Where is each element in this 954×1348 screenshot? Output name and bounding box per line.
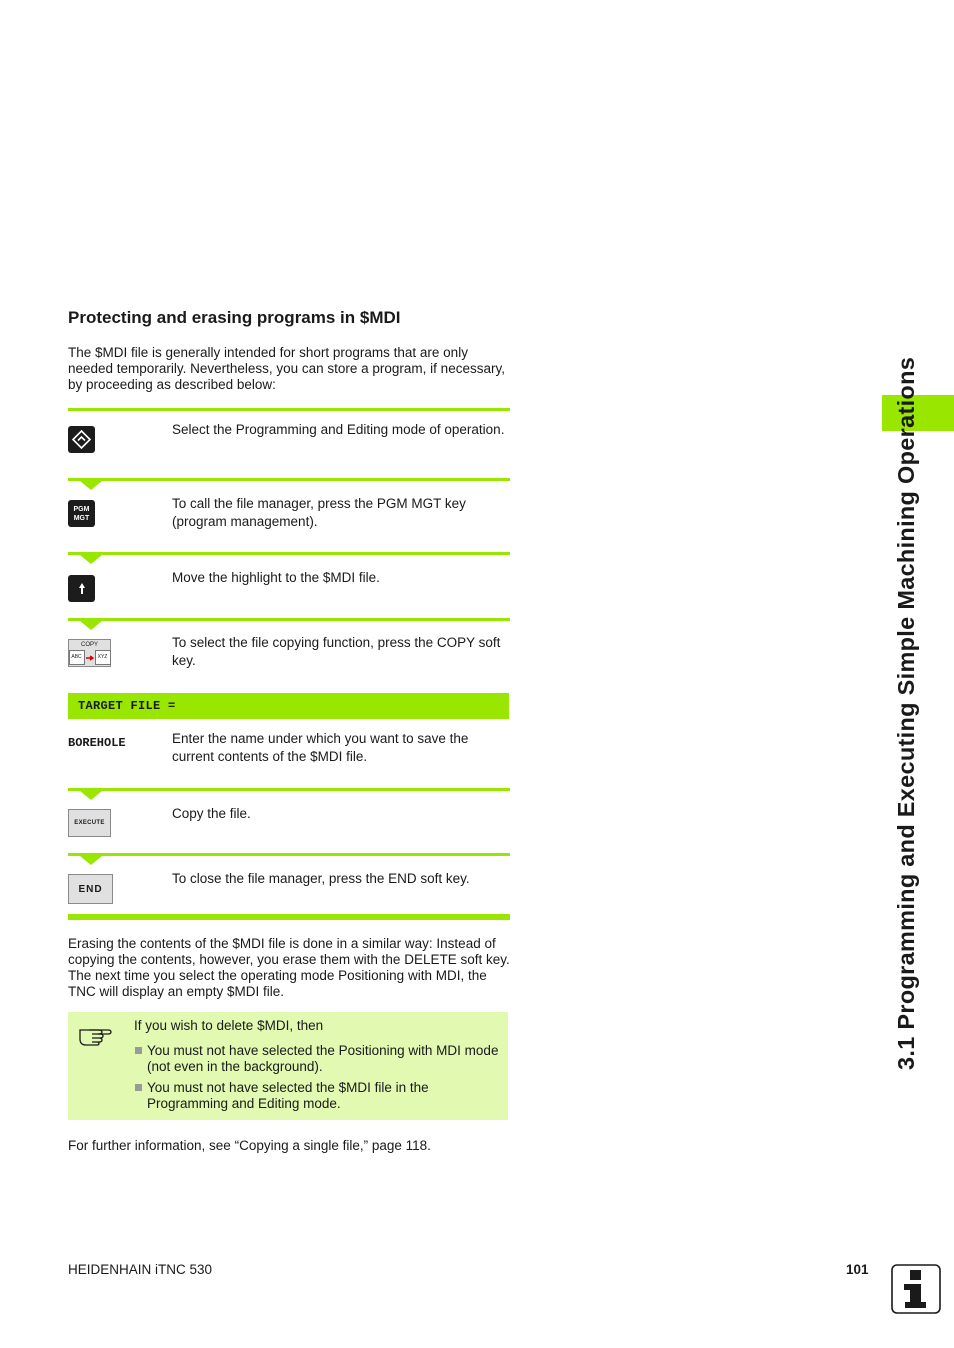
programming-editing-mode-key [68,426,95,453]
step-text: Copy the file. [172,806,251,821]
arrow-up-icon [76,581,88,597]
arrow-up-key [68,575,95,602]
step-arrow [80,481,102,490]
step-divider [68,408,510,411]
step-arrow [80,791,102,800]
step-text: Select the Programming and Editing mode of operation. [172,422,505,437]
programming-mode-icon [71,429,92,450]
target-file-prompt: TARGET FILE = [78,699,176,713]
step-divider [68,552,510,555]
step-divider [68,853,510,856]
note-box [68,1012,508,1120]
footer-product-name: HEIDENHAIN iTNC 530 [68,1262,213,1277]
pointing-hand-icon [78,1022,112,1046]
step-arrow [80,621,102,630]
step-arrow [80,856,102,865]
note-bullet: You must not have selected the $MDI file in the Programming and Editing mode. [134,1080,507,1112]
intro-paragraph: The $MDI file is generally intended for short programs that are only needed temporarily. Nevertheless, you can store a program, if necessary, by proceeding as described below: [68,345,505,392]
step-text: To close the file manager, press the END soft key. [172,871,470,886]
steps-end-rule [68,914,510,920]
erasing-paragraph: Erasing the contents of the $MDI file is done in a similar way: Instead of copying the contents, however, you erase them with the DELETE soft key. The next time you select the operating mode Positioning with MDI, the TNC will display an empty $MDI file. [68,936,510,999]
page-number: 101 [846,1262,869,1277]
bullet-square-icon [135,1047,142,1054]
filename-input-value: BOREHOLE [68,736,126,750]
step-divider [68,788,510,791]
end-soft-key: END [68,874,113,904]
step-text: Enter the name under which you want to save the current contents of the $MDI file. [172,731,469,764]
note-lead-text: If you wish to delete $MDI, then [134,1018,324,1033]
target-file-icon: XYZ [95,650,111,665]
copy-arrow-icon [86,655,94,661]
step-divider [68,618,510,621]
info-icon [891,1264,941,1314]
step-divider [68,478,510,481]
bullet-square-icon [135,1084,142,1091]
step-text: To call the file manager, press the PGM MGT key (program management). [172,496,466,529]
step-text: Move the highlight to the $MDI file. [172,570,380,585]
note-bullet: You must not have selected the Positioning with MDI mode (not even in the background). [134,1043,507,1075]
pgm-key-label: PGM [73,505,90,513]
chapter-side-title: 3.1 Programming and Executing Simple Machining Operations [893,356,919,1070]
step-text: To select the file copying function, press the COPY soft key. [172,635,501,668]
dialog-prompt-bar [68,693,509,719]
pgm-mgt-key [68,500,95,527]
section-heading: Protecting and erasing programs in $MDI [68,308,401,327]
copy-soft-key [68,639,111,667]
execute-soft-key: EXECUTE [68,809,111,837]
step-arrow [80,555,102,564]
copy-key-label: COPY [80,642,98,648]
source-file-icon: ABC [69,650,85,665]
mgt-key-label: MGT [73,514,90,522]
further-info-paragraph: For further information, see “Copying a single file,” page 118. [68,1138,431,1153]
